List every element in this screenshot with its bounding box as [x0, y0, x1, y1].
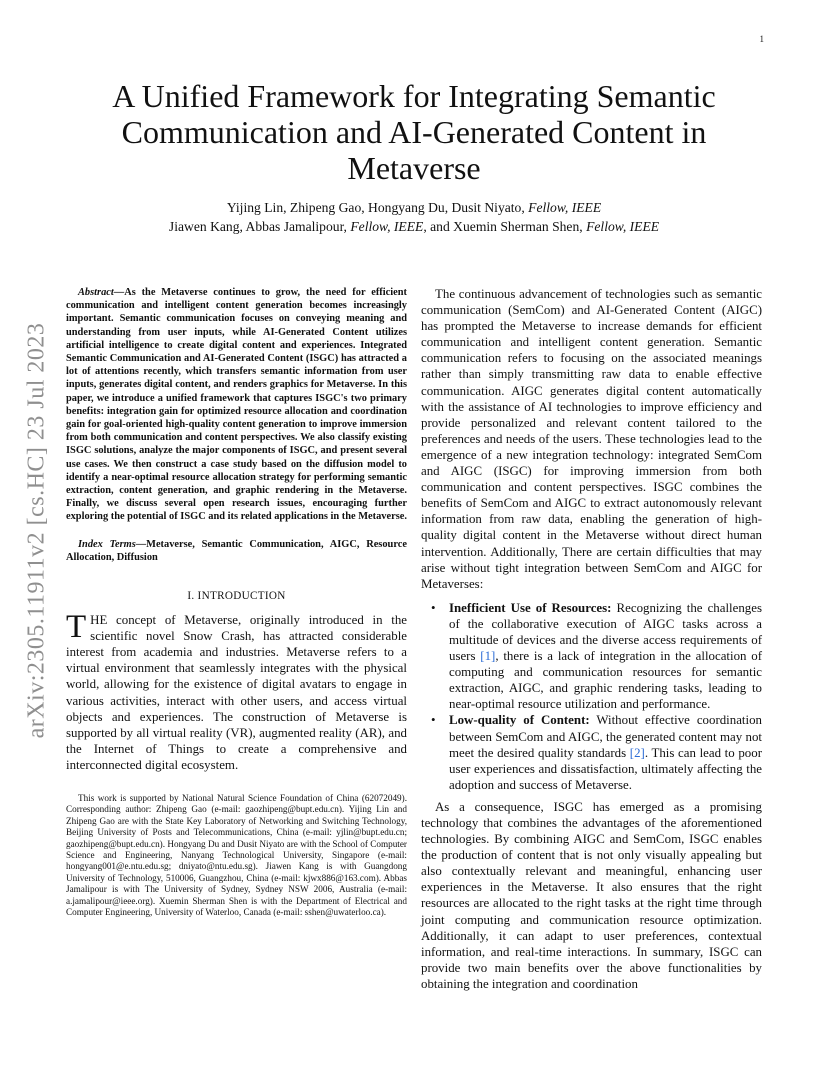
author-title-2b: Fellow, IEEE [586, 219, 660, 234]
affiliation-footnote: This work is supported by National Natural Science Foundation of China (62072049). Corresponding author: Zhipeng Gao (e-mail: gaozhipeng@bupt.edu.cn). Yijing Lin and Zhipeng Gao are with the State Key Laboratory of Networking and Switching Technology, Beijing University of Posts and Telecommunications, China (e-mail: yjlin@bupt.edu.cn; gaozhipeng@bupt.edu.cn). Hongyang Du and Dusit Niyato are with the School of Computer Science and Engineering, Nanyang Technological University, Singapore (e-mail: hongyang001@e.ntu.edu.sg; dniyato@ntu.edu.sg). Jiawen Kang is with Guangdong University of Technology, 510006, Guangzhou, China (e-mail: kjwx886@163.com). Abbas Jamalipour is with The University of Sydney, Sydney NSW 2006, Australia (e-mail: a.jamalipour@ieee.org). Xuemin Sherman Shen is with the Department of Electrical and Computer Engineering, University of Waterloo, Canada (e-mail: sshen@uwaterloo.ca). [66, 793, 407, 918]
list-item-inefficient-resources [421, 600, 762, 713]
intro-paragraph [66, 609, 407, 773]
index-terms-lead: Index Terms [78, 538, 136, 550]
index-terms-text: —Metaverse, Semantic Communication, AIGC, Resource Allocation, Diffusion [66, 538, 407, 563]
author-names-2b: , and Xuemin Sherman Shen, [423, 219, 583, 234]
index-terms [66, 538, 407, 564]
bullet-title-2: Low-quality of Content: [449, 713, 590, 728]
section-heading-introduction: I. INTRODUCTION [187, 590, 286, 603]
bullet-text-2a: Without effective coordination between SemCom and AIGC, the generated content may not meet the desired quality standards [449, 713, 762, 760]
list-item-low-quality-content [421, 712, 762, 792]
bullet-marker: • [431, 600, 436, 615]
citation-link-2[interactable]: [2] [629, 745, 645, 760]
page-number: 1 [759, 34, 764, 44]
citation-link-1[interactable]: [1] [480, 649, 496, 664]
left-column [66, 286, 407, 918]
author-names-2a: Jiawen Kang, Abbas Jamalipour, [168, 219, 347, 234]
author-names-1: Yijing Lin, Zhipeng Gao, Hongyang Du, Dusit Niyato, [226, 200, 525, 215]
difficulty-list [421, 600, 762, 793]
right-paragraph-1: The continuous advancement of technologies such as semantic communication (SemCom) and AI-Generated Content (AIGC) has prompted the Metaverse to increase demands for efficient communication and intelligent content generation. Semantic communication refers to focusing on the associated meanings rather than simply transmitting raw data to enable effective communication. AIGC generates digital content automatically with the assistance of AI technologies to improve efficiency and provide personalized and relevant content tailored to the preferences and needs of the users. These technologies lead to the emergence of a new integration technology: integrated SemCom and AIGC (ISGC) for improving immersion from both communication and content perspectives. ISGC combines the benefits of SemCom and AIGC to extract autonomously relevant information from raw data, enabling the generation of high-quality digital content in the Metaverse without direct human intervention. Additionally, There are certain difficulties that may arise without tight integration between SemCom and AIGC for Metaverses: [421, 287, 762, 591]
bullet-text-1b: , there is a lack of integration in the allocation of computing and communication resources for semantic extraction, AIGC, and graphic rendering tasks, leading to near-optimal resource utilization and performance. [449, 649, 763, 712]
abstract-text: —As the Metaverse continues to grow, the need for efficient communication and intelligent content generation becomes increasingly important. Semantic communication focuses on conveying meaning and understanding from user inputs, while AI-Generated Content utilizes artificial intelligence to create digital content and experiences. Integrated Semantic Communication and AI-Generated Content (ISGC) has attracted a lot of attentions recently, which transfers semantic information from user inputs, generates digital content, and renders graphics for Metaverse. In this paper, we introduce a unified framework that captures ISGC's two primary benefits: integration gain for optimized resource allocation and coordination gain for goal-oriented high-quality content generation to improve immersion from both communication and content perspectives. We also classify existing ISGC solutions, analyze the major components of ISGC, and present several use cases. We then construct a case study based on the diffusion model to identify a near-optimal resource allocation strategy for performing semantic extraction, content generation, and graphic rendering in the Metaverse. Finally, we discuss several open research issues, encouraging further exploring the potential of ISGC and its related applications in the Metaverse. [66, 287, 407, 523]
author-line-2 [88, 217, 740, 236]
author-line-1 [88, 198, 740, 217]
arxiv-identifier-text: arXiv:2305.11911v2 [cs.HC] 23 Jul 2023 [23, 322, 50, 738]
paper-title: A Unified Framework for Integrating Semantic Communication and AI-Generated Content in Metaverse [112, 78, 716, 186]
author-list [88, 198, 740, 236]
author-title-2a: Fellow, IEEE [350, 219, 424, 234]
bullet-text-1a: Recognizing the challenges of the collaborative execution of AIGC tasks across a multitude of devices and the diverse access requirements of users [449, 600, 762, 664]
intro-first-word: HE [90, 613, 108, 628]
bullet-title-1: Inefficient Use of Resources: [449, 600, 612, 615]
right-paragraph-2: As a consequence, ISGC has emerged as a promising technology that combines the advantages of the aforementioned technologies. By combining AIGC and SemCom, ISGC enables the production of content that is not only visually appealing but also contextually relevant and meaningful, enhancing user experiences in the Metaverse. It also ensures that the right resources are allocated to the right tasks at the right time through joint computing and communication resource optimization. Additionally, it can adapt to user preferences, contextual information, and real-time interactions. In summary, ISGC can provide two main benefits over the above functionalities by obtaining the integration and coordination [421, 799, 762, 991]
right-column [421, 286, 762, 992]
abstract [66, 286, 407, 524]
author-title-1: Fellow, IEEE [528, 200, 602, 215]
dropcap-letter: T [66, 609, 87, 646]
arxiv-identifier-stamp [21, 295, 53, 765]
intro-text: concept of Metaverse, originally introduced in the scientific novel Snow Crash, has attracted considerable interest from academia and industries. Metaverse refers to a virtual environment that seamlessly integrates with the physical world, allowing for the existence of digital avatars to engage in various activities, interact with other users, and access virtual objects and experiences. The construction of Metaverse is supported by all virtual reality (VR), augmented reality (AR), and the Internet of Things to create a comprehensive and interconnected digital ecosystem. [66, 613, 407, 772]
bullet-text-2b: . This can lead to poor user experiences and dissatisfaction, ultimately affecting the adoption and success of Metaverse. [449, 745, 762, 792]
bullet-marker: • [431, 713, 436, 728]
abstract-lead: Abstract [78, 287, 114, 298]
